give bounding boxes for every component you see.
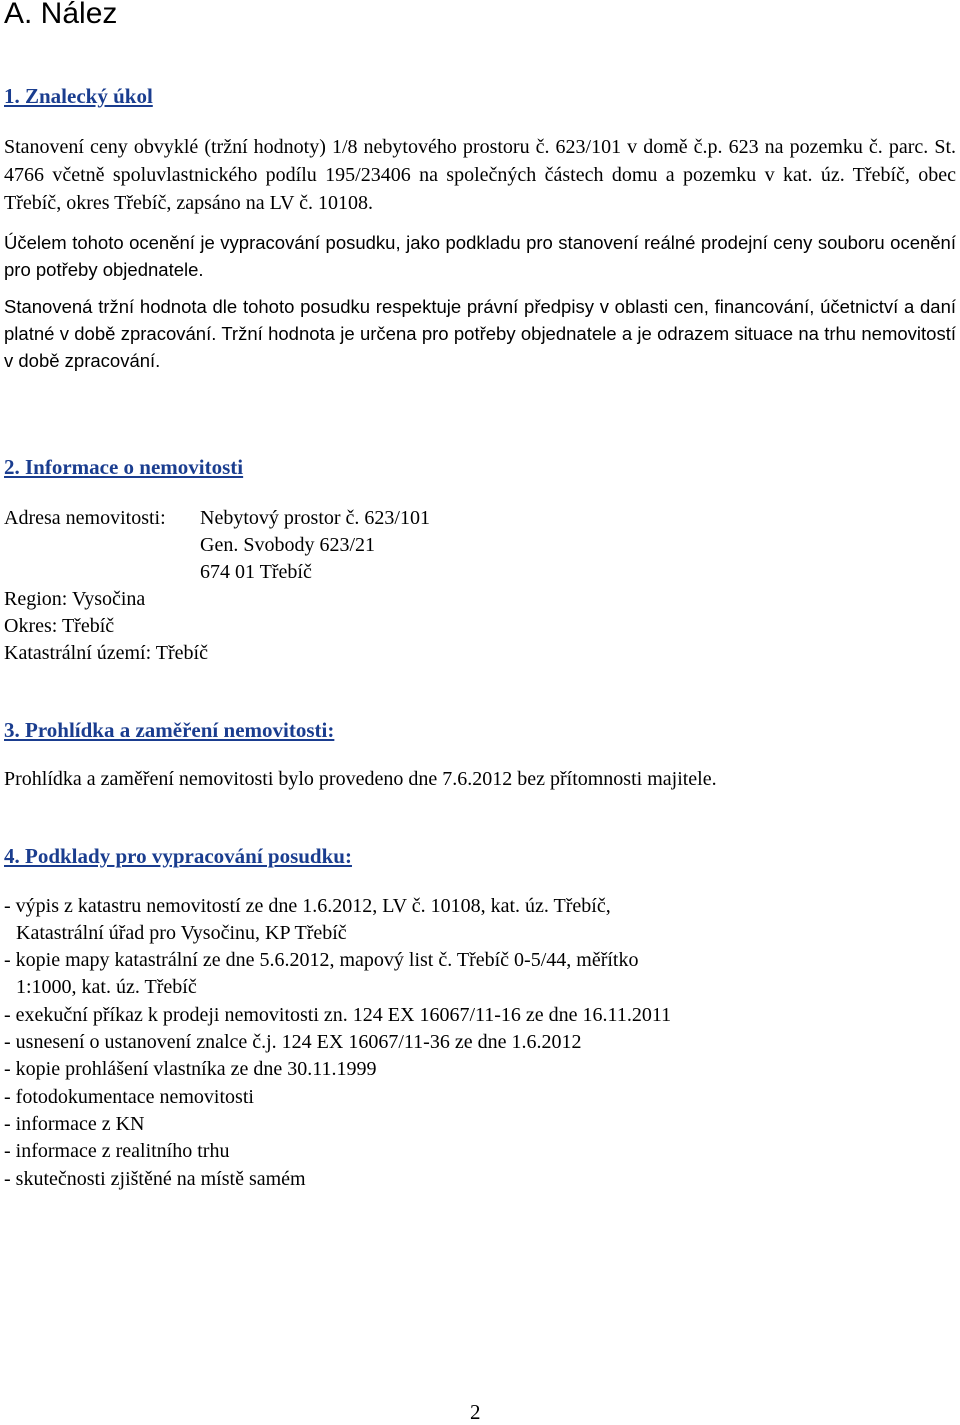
- list-item-continuation: 1:1000, kat. úz. Třebíč: [16, 976, 197, 998]
- list-item: - skutečnosti zjištěné na místě samém: [4, 1168, 306, 1190]
- list-item: - exekuční příkaz k prodeji nemovitosti zn. 124 EX 16067/11-16 ze dne 16.11.2011: [4, 1004, 672, 1026]
- list-item: - kopie mapy katastrální ze dne 5.6.2012, mapový list č. Třebíč 0-5/44, měřítko: [4, 949, 639, 971]
- list-item: - výpis z katastru nemovitostí ze dne 1.6.2012, LV č. 10108, kat. úz. Třebíč,: [4, 895, 611, 917]
- list-item: - usnesení o ustanovení znalce č.j. 124 EX 16067/11-36 ze dne 1.6.2012: [4, 1031, 582, 1053]
- section-1-title: 1. Znalecký úkol: [4, 84, 153, 108]
- list-item-continuation: Katastrální úřad pro Vysočinu, KP Třebíč: [16, 922, 347, 944]
- section-3-text: Prohlídka a zaměření nemovitosti bylo provedeno dne 7.6.2012 bez přítomnosti majitele.: [4, 768, 717, 790]
- list-item: - informace z realitního trhu: [4, 1140, 230, 1162]
- section-2-title: 2. Informace o nemovitosti: [4, 455, 244, 479]
- page-heading: A. Nález: [4, 0, 118, 30]
- page-number: 2: [470, 1400, 481, 1424]
- address-line-3: 674 01 Třebíč: [200, 561, 312, 583]
- address-line-1: Nebytový prostor č. 623/101: [200, 507, 430, 529]
- address-label: Adresa nemovitosti:: [4, 507, 166, 529]
- okres: Okres: Třebíč: [4, 615, 115, 637]
- katastralni-uzemi: Katastrální území: Třebíč: [4, 642, 208, 664]
- section-1-paragraph-2: Účelem tohoto ocenění je vypracování posudku, jako podkladu pro stanovení reálné prodejní ceny souboru ocenění pro potřeby objednatele.: [4, 232, 956, 280]
- region: Region: Vysočina: [4, 588, 146, 610]
- address-line-2: Gen. Svobody 623/21: [200, 534, 375, 556]
- section-3-title: 3. Prohlídka a zaměření nemovitosti:: [4, 718, 335, 742]
- section-1-paragraph-1: Stanovení ceny obvyklé (tržní hodnoty) 1/8 nebytového prostoru č. 623/101 v domě č.p. 623 na pozemku č. parc. St. 4766 včetně spoluvlastnického podílu 195/23406 na společných částech domu a pozemku v kat. úz. Třebíč, obec Třebíč, okres Třebíč, zapsáno na LV č. 10108.: [4, 136, 956, 214]
- list-item: - kopie prohlášení vlastníka ze dne 30.11.1999: [4, 1058, 377, 1080]
- list-item: - informace z KN: [4, 1113, 145, 1135]
- list-item: - fotodokumentace nemovitosti: [4, 1086, 254, 1108]
- section-4-title: 4. Podklady pro vypracování posudku:: [4, 844, 352, 868]
- section-1-paragraph-3: Stanovená tržní hodnota dle tohoto posudku respektuje právní předpisy v oblasti cen, financování, účetnictví a daní platné v době zpracování. Tržní hodnota je určena pro potřeby objednatele a je odrazem situace na trhu nemovitostí v době zpracování.: [4, 296, 956, 371]
- address-row: [4, 504, 430, 532]
